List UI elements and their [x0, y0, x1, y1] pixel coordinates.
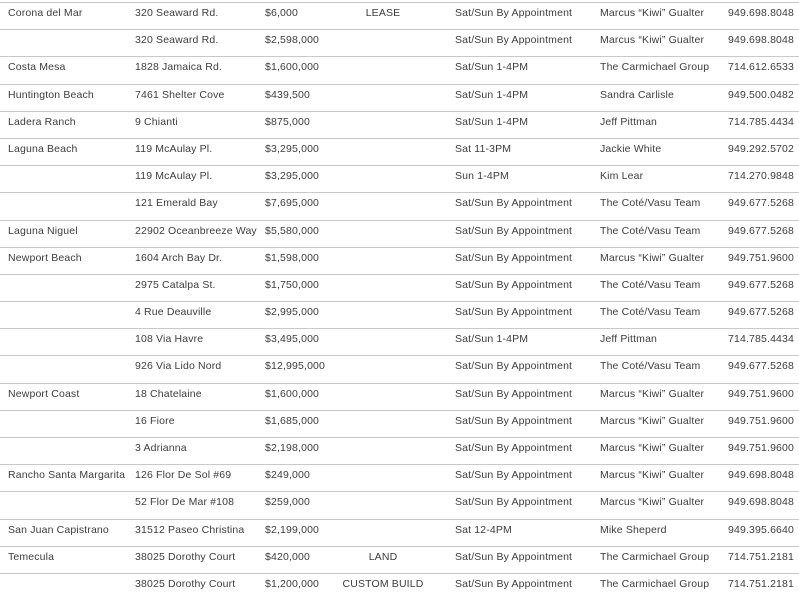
table-row — [0, 546, 799, 573]
cell-phone-number: 714.270.9848 — [728, 170, 795, 183]
cell-phone-number: 949.751.9600 — [728, 387, 795, 400]
cell-city: Ladera Ranch — [8, 115, 76, 128]
table-row — [0, 383, 799, 410]
cell-address: 108 Via Havre — [135, 333, 204, 346]
cell-open-house-time: Sat/Sun By Appointment — [455, 306, 573, 319]
cell-price: $1,600,000 — [265, 387, 320, 400]
cell-agent-name: Sandra Carlisle — [600, 88, 675, 101]
table-row — [0, 573, 799, 592]
cell-phone-number: 949.677.5268 — [728, 197, 795, 210]
cell-price: $420,000 — [265, 550, 310, 563]
cell-phone-number: 949.751.9600 — [728, 414, 795, 427]
cell-address: 121 Emerald Bay — [135, 197, 218, 210]
cell-open-house-time: Sat/Sun By Appointment — [455, 496, 573, 509]
cell-city: Newport Beach — [8, 251, 82, 264]
cell-agent-name: Marcus “Kiwi” Gualter — [600, 496, 705, 509]
cell-price: $2,995,000 — [265, 306, 320, 319]
cell-price: $3,495,000 — [265, 333, 320, 346]
cell-open-house-time: Sat/Sun 1-4PM — [455, 115, 529, 128]
cell-price: $439,500 — [265, 88, 310, 101]
cell-phone-number: 949.677.5268 — [728, 224, 795, 237]
cell-agent-name: Marcus “Kiwi” Gualter — [600, 7, 705, 19]
cell-open-house-time: Sun 1-4PM — [455, 170, 509, 183]
cell-listing-type — [341, 166, 455, 192]
cell-phone-number: 949.751.9600 — [728, 251, 795, 264]
cell-price: $1,600,000 — [265, 61, 320, 74]
cell-city — [8, 411, 135, 437]
table-row — [0, 328, 799, 355]
cell-address: 126 Flor De Sol #69 — [135, 469, 232, 482]
cell-city: Rancho Santa Margarita — [8, 469, 126, 482]
cell-listing-type — [341, 193, 455, 219]
cell-price: $1,685,000 — [265, 414, 320, 427]
cell-address: 3 Adrianna — [135, 442, 187, 454]
cell-price: $1,200,000 — [265, 577, 320, 590]
cell-phone-number: 714.751.2181 — [728, 550, 795, 563]
cell-agent-name: Jeff Pittman — [600, 333, 658, 346]
cell-agent-name: The Coté/Vasu Team — [600, 306, 701, 319]
cell-city — [8, 193, 135, 219]
cell-listing-type — [341, 384, 455, 410]
cell-phone-number: 949.395.6640 — [728, 523, 795, 536]
cell-agent-name: The Carmichael Group — [600, 61, 710, 74]
cell-listing-type: CUSTOM BUILD — [342, 577, 424, 590]
cell-phone-number: 949.698.8048 — [728, 496, 795, 509]
cell-listing-type — [341, 248, 455, 274]
cell-price: $2,598,000 — [265, 34, 320, 47]
cell-address: 320 Seaward Rd. — [135, 34, 219, 47]
cell-phone-number: 949.677.5268 — [728, 278, 795, 291]
table-row — [0, 138, 799, 165]
cell-listing-type — [341, 139, 455, 165]
cell-city — [8, 166, 135, 192]
cell-address: 4 Rue Deauville — [135, 306, 212, 319]
cell-listing-type — [341, 85, 455, 111]
cell-agent-name: The Coté/Vasu Team — [600, 224, 701, 237]
cell-open-house-time: Sat/Sun By Appointment — [455, 278, 573, 291]
cell-listing-type — [341, 356, 455, 382]
cell-city — [8, 302, 135, 328]
cell-open-house-time: Sat/Sun By Appointment — [455, 469, 573, 482]
cell-city — [8, 492, 135, 518]
cell-address: 38025 Dorothy Court — [135, 550, 236, 563]
cell-open-house-time: Sat/Sun By Appointment — [455, 7, 573, 19]
cell-address: 926 Via Lido Nord — [135, 360, 222, 373]
cell-listing-type — [341, 329, 455, 355]
cell-open-house-time: Sat/Sun 1-4PM — [455, 333, 529, 346]
cell-open-house-time: Sat/Sun By Appointment — [455, 224, 573, 237]
cell-phone-number: 949.751.9600 — [728, 442, 795, 454]
cell-open-house-time: Sat/Sun By Appointment — [455, 34, 573, 47]
cell-agent-name: The Carmichael Group — [600, 550, 710, 563]
cell-agent-name: Kim Lear — [600, 170, 644, 183]
cell-price: $2,198,000 — [265, 442, 320, 454]
cell-listing-type — [341, 411, 455, 437]
cell-listing-type — [341, 438, 455, 464]
cell-price: $249,000 — [265, 469, 310, 482]
cell-price: $3,295,000 — [265, 170, 320, 183]
cell-address: 52 Flor De Mar #108 — [135, 496, 235, 509]
cell-open-house-time: Sat/Sun By Appointment — [455, 577, 573, 590]
cell-address: 7461 Shelter Cove — [135, 88, 225, 101]
cell-agent-name: Jackie White — [600, 142, 662, 155]
cell-listing-type — [341, 30, 455, 56]
cell-price: $1,750,000 — [265, 278, 320, 291]
cell-city: Temecula — [8, 550, 55, 563]
cell-address: 38025 Dorothy Court — [135, 577, 236, 590]
table-row — [0, 2, 799, 29]
cell-open-house-time: Sat/Sun 1-4PM — [455, 88, 529, 101]
cell-agent-name: The Coté/Vasu Team — [600, 197, 701, 210]
cell-phone-number: 949.698.8048 — [728, 34, 795, 47]
cell-address: 119 McAulay Pl. — [135, 142, 213, 155]
table-row — [0, 274, 799, 301]
cell-address: 320 Seaward Rd. — [135, 7, 219, 19]
table-row — [0, 464, 799, 491]
table-row — [0, 192, 799, 219]
cell-price: $1,598,000 — [265, 251, 320, 264]
cell-price: $3,295,000 — [265, 142, 320, 155]
cell-open-house-time: Sat/Sun By Appointment — [455, 360, 573, 373]
cell-address: 1828 Jamaica Rd. — [135, 61, 223, 74]
cell-phone-number: 949.677.5268 — [728, 360, 795, 373]
cell-open-house-time: Sat/Sun By Appointment — [455, 442, 573, 454]
cell-listing-type: LAND — [368, 550, 398, 563]
cell-price: $5,580,000 — [265, 224, 320, 237]
cell-open-house-time: Sat/Sun By Appointment — [455, 414, 573, 427]
cell-city — [8, 356, 135, 382]
cell-city: Huntington Beach — [8, 88, 94, 101]
cell-phone-number: 714.751.2181 — [728, 577, 795, 590]
cell-listing-type — [341, 57, 455, 83]
cell-address: 9 Chianti — [135, 115, 178, 128]
cell-address: 18 Chatelaine — [135, 387, 202, 400]
cell-phone-number: 949.677.5268 — [728, 306, 795, 319]
cell-agent-name: Mike Sheperd — [600, 523, 667, 536]
cell-listing-type: LEASE — [365, 7, 401, 19]
cell-listing-type — [341, 492, 455, 518]
cell-city — [8, 574, 135, 592]
cell-agent-name: Jeff Pittman — [600, 115, 658, 128]
cell-price: $875,000 — [265, 115, 310, 128]
cell-city: Corona del Mar — [8, 7, 83, 19]
cell-price: $6,000 — [265, 7, 299, 19]
cell-city: Laguna Niguel — [8, 224, 78, 237]
cell-city — [8, 438, 135, 464]
cell-open-house-time: Sat/Sun By Appointment — [455, 197, 573, 210]
table-row — [0, 29, 799, 56]
cell-city: San Juan Capistrano — [8, 523, 109, 536]
cell-phone-number: 949.292.5702 — [728, 142, 795, 155]
table-row — [0, 437, 799, 464]
cell-phone-number: 714.612.6533 — [728, 61, 795, 74]
cell-listing-type — [341, 221, 455, 247]
cell-open-house-time: Sat/Sun By Appointment — [455, 251, 573, 264]
cell-address: 1604 Arch Bay Dr. — [135, 251, 223, 264]
cell-agent-name: The Carmichael Group — [600, 577, 710, 590]
cell-agent-name: Marcus “Kiwi” Gualter — [600, 469, 705, 482]
table-row — [0, 301, 799, 328]
cell-price: $12,995,000 — [265, 360, 326, 373]
cell-price: $7,695,000 — [265, 197, 320, 210]
cell-agent-name: Marcus “Kiwi” Gualter — [600, 34, 705, 47]
table-row — [0, 247, 799, 274]
cell-phone-number: 714.785.4434 — [728, 333, 795, 346]
cell-listing-type — [341, 302, 455, 328]
cell-listing-type — [341, 520, 455, 546]
cell-city — [8, 329, 135, 355]
cell-city — [8, 275, 135, 301]
cell-open-house-time: Sat 11-3PM — [455, 142, 512, 155]
table-row — [0, 519, 799, 546]
table-row — [0, 165, 799, 192]
cell-address: 22902 Oceanbreeze Way — [135, 224, 257, 237]
cell-phone-number: 714.785.4434 — [728, 115, 795, 128]
cell-city: Laguna Beach — [8, 142, 78, 155]
table-row — [0, 56, 799, 83]
table-row — [0, 491, 799, 518]
cell-open-house-time: Sat/Sun 1-4PM — [455, 61, 529, 74]
cell-open-house-time: Sat/Sun By Appointment — [455, 550, 573, 563]
cell-phone-number: 949.698.8048 — [728, 469, 795, 482]
cell-agent-name: The Coté/Vasu Team — [600, 278, 701, 291]
cell-address: 119 McAulay Pl. — [135, 170, 213, 183]
cell-agent-name: Marcus “Kiwi” Gualter — [600, 414, 705, 427]
cell-price: $2,199,000 — [265, 523, 320, 536]
cell-city: Newport Coast — [8, 387, 80, 400]
cell-phone-number: 949.500.0482 — [728, 88, 795, 101]
cell-city: Costa Mesa — [8, 61, 66, 74]
table-row — [0, 84, 799, 111]
cell-open-house-time: Sat/Sun By Appointment — [455, 387, 573, 400]
cell-address: 2975 Catalpa St. — [135, 278, 216, 291]
table-row — [0, 111, 799, 138]
cell-price: $259,000 — [265, 496, 310, 509]
table-row — [0, 220, 799, 247]
cell-listing-type — [341, 275, 455, 301]
cell-phone-number: 949.698.8048 — [728, 7, 795, 19]
cell-city — [8, 30, 135, 56]
cell-address: 16 Fiore — [135, 414, 175, 427]
cell-listing-type — [341, 465, 455, 491]
cell-agent-name: Marcus “Kiwi” Gualter — [600, 387, 705, 400]
cell-address: 31512 Paseo Christina — [135, 523, 245, 536]
cell-agent-name: Marcus “Kiwi” Gualter — [600, 442, 705, 454]
table-row — [0, 410, 799, 437]
cell-agent-name: Marcus “Kiwi” Gualter — [600, 251, 705, 264]
table-row — [0, 355, 799, 382]
cell-agent-name: The Coté/Vasu Team — [600, 360, 701, 373]
cell-open-house-time: Sat 12-4PM — [455, 523, 512, 536]
cell-listing-type — [341, 112, 455, 138]
